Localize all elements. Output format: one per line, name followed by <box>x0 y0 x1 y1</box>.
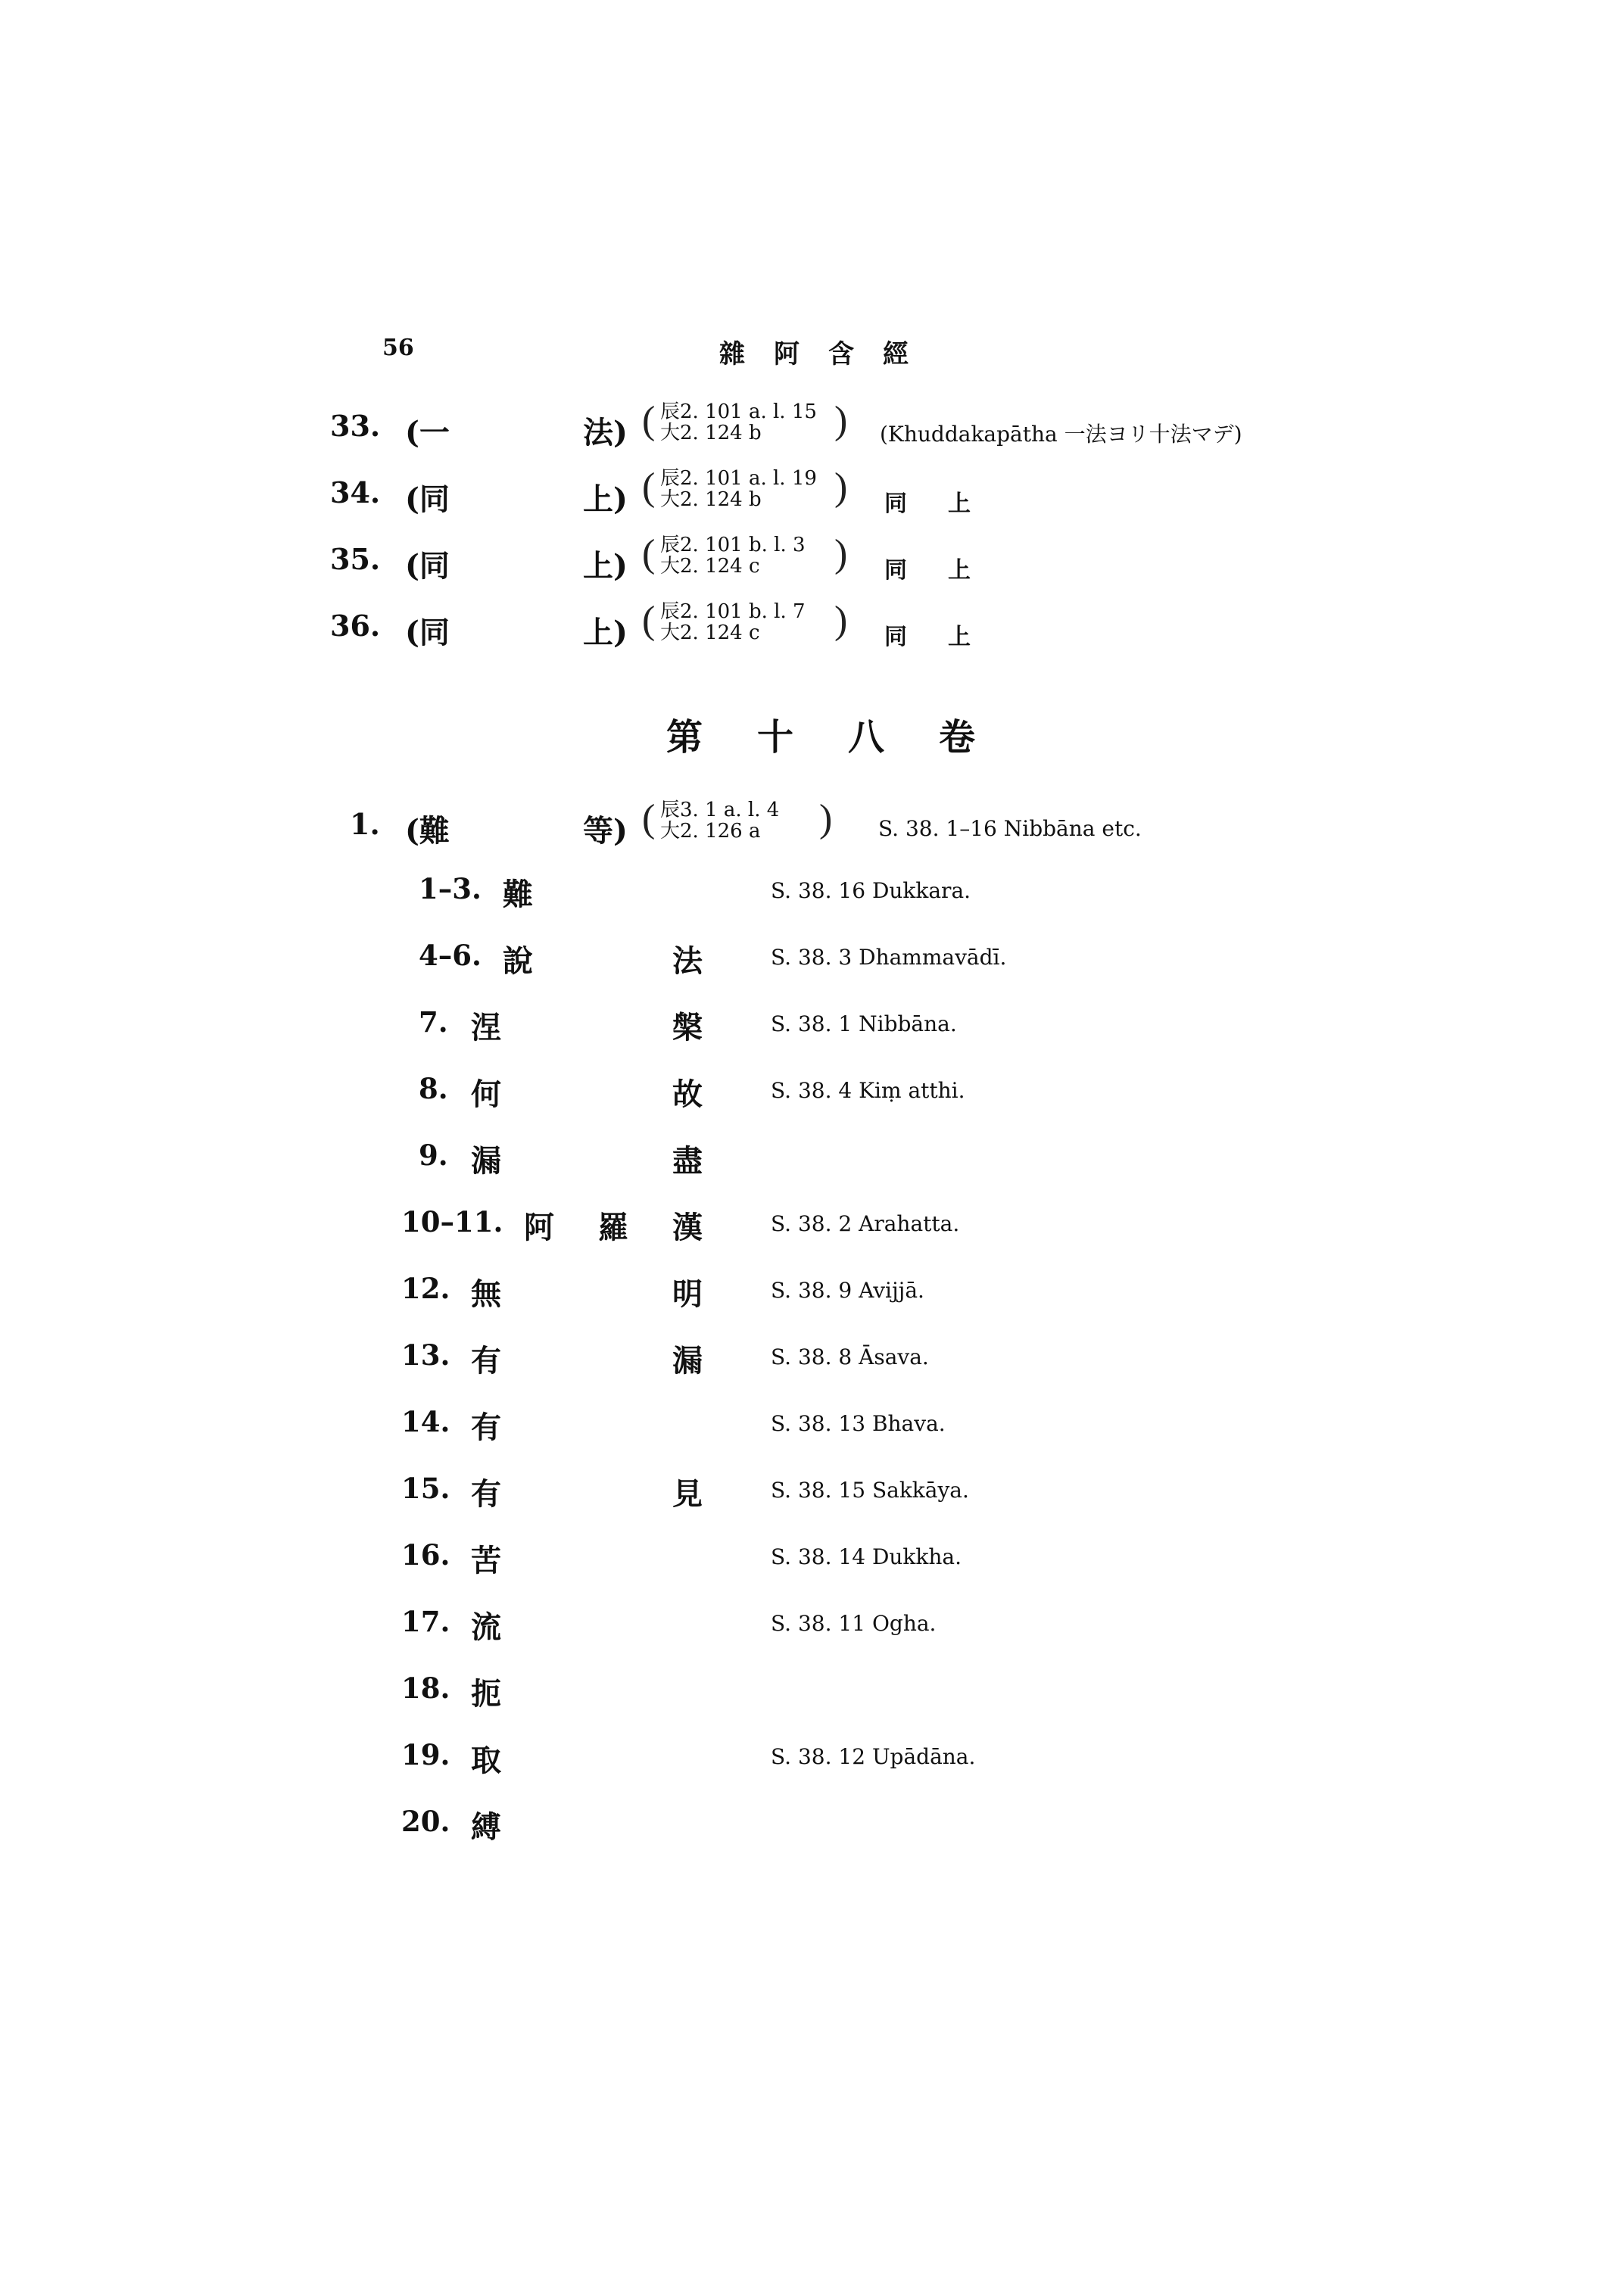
pali-reference: S. 38. 4 Kiṃ atthi. <box>771 1078 965 1103</box>
pali-reference: S. 38. 15 Sakkāya. <box>771 1478 969 1503</box>
reference-open-brace: ( <box>642 399 656 442</box>
entry-note: S. 38. 1–16 Nibbāna etc. <box>878 816 1142 841</box>
pali-reference: S. 38. 9 Avijjā. <box>771 1278 924 1303</box>
entry-opening-term: (一 <box>405 415 450 450</box>
pali-reference: S. 38. 16 Dukkara. <box>771 878 971 903</box>
entry-opening-term: (同 <box>405 548 450 584</box>
pali-reference: S. 38. 2 Arahatta. <box>771 1211 960 1236</box>
sub-entry-number: 19. <box>401 1738 450 1771</box>
pali-reference: S. 38. 8 Āsava. <box>771 1344 929 1369</box>
sub-entry-head: 阿 <box>524 1210 554 1245</box>
sub-entry-head: 苦 <box>471 1543 501 1578</box>
entry-note: 同上 <box>884 624 1011 650</box>
sub-entry-mid: 羅 <box>598 1210 628 1245</box>
reference-close-brace: ) <box>834 399 848 442</box>
sub-entry-number: 14. <box>401 1405 450 1438</box>
entry-number: 35. <box>330 542 381 576</box>
running-head-title: 雜阿含經 <box>719 339 937 369</box>
entry-closing-term: 上) <box>583 615 628 650</box>
sub-entry-tail: 法 <box>672 943 703 979</box>
sub-entry-head: 流 <box>471 1609 501 1645</box>
reference-open-brace: ( <box>642 599 656 642</box>
reference-line-1: 辰2. 101 a. l. 15 <box>660 400 817 423</box>
reference-line-1: 辰2. 101 a. l. 19 <box>660 467 817 490</box>
pali-reference: S. 38. 13 Bhava. <box>771 1411 946 1436</box>
entry-number: 34. <box>330 475 381 509</box>
sub-entry-number: 17. <box>401 1605 450 1638</box>
sub-entry-number: 20. <box>401 1805 450 1838</box>
sub-entry-head: 縛 <box>471 1809 501 1845</box>
reference-line-1: 辰2. 101 b. l. 3 <box>660 534 806 556</box>
sub-entry-tail: 漏 <box>672 1343 703 1379</box>
reference-line-1: 辰2. 101 b. l. 7 <box>660 600 806 623</box>
sub-entry-number: 10–11. <box>401 1205 503 1238</box>
reference-line-2: 大2. 124 c <box>660 555 760 578</box>
sub-entry-number: 9. <box>419 1139 448 1172</box>
sub-entry-head: 取 <box>471 1743 501 1778</box>
entry-opening-term: (同 <box>405 615 450 650</box>
entry-opening-term: (同 <box>405 481 450 517</box>
sub-entry-head: 扼 <box>471 1676 501 1712</box>
entry-note: 同上 <box>884 491 1011 517</box>
pali-reference: S. 38. 12 Upādāna. <box>771 1744 976 1769</box>
sub-entry-head: 有 <box>471 1476 501 1512</box>
sub-entry-head: 無 <box>471 1276 501 1312</box>
sub-entry-head: 難 <box>503 877 533 912</box>
page-number: 56 <box>382 335 414 361</box>
reference-open-brace: ( <box>642 466 656 509</box>
sub-entry-number: 7. <box>419 1005 448 1039</box>
sub-entry-number: 1–3. <box>419 872 482 905</box>
reference-close-brace: ) <box>834 466 848 509</box>
sub-entry-head: 說 <box>503 943 533 979</box>
pali-reference: S. 38. 11 Ogha. <box>771 1611 937 1636</box>
sub-entry-number: 18. <box>401 1671 450 1705</box>
entry-note: 同上 <box>884 557 1011 584</box>
reference-open-brace: ( <box>642 532 656 575</box>
sub-entry-number: 13. <box>401 1338 450 1372</box>
section-title: 第十八卷 <box>666 716 1030 759</box>
reference-close-brace: ) <box>834 599 848 642</box>
reference-close-brace: ) <box>834 532 848 575</box>
entry-number: 1. <box>350 807 380 841</box>
reference-open-brace: ( <box>642 797 656 840</box>
entry-closing-term: 等) <box>583 813 628 849</box>
reference-line-2: 大2. 124 b <box>660 422 762 444</box>
reference-line-2: 大2. 124 c <box>660 622 760 644</box>
entry-note: (Khuddakapātha 一法ヨリ十法マデ) <box>880 422 1242 447</box>
reference-line-2: 大2. 126 a <box>660 820 761 843</box>
pali-reference: S. 38. 14 Dukkha. <box>771 1544 962 1569</box>
entry-closing-term: 法) <box>583 415 628 450</box>
sub-entry-number: 12. <box>401 1272 450 1305</box>
reference-line-1: 辰3. 1 a. l. 4 <box>660 799 780 821</box>
entry-closing-term: 上) <box>583 548 628 584</box>
sub-entry-number: 4–6. <box>419 939 482 972</box>
entry-closing-term: 上) <box>583 481 628 517</box>
sub-entry-tail: 槃 <box>672 1010 703 1045</box>
sub-entry-tail: 漢 <box>672 1210 703 1245</box>
sub-entry-number: 8. <box>419 1072 448 1105</box>
sub-entry-number: 15. <box>401 1472 450 1505</box>
sub-entry-head: 有 <box>471 1410 501 1445</box>
sub-entry-tail: 故 <box>672 1076 703 1112</box>
entry-number: 33. <box>330 409 381 443</box>
entry-opening-term: (難 <box>405 813 450 849</box>
pali-reference: S. 38. 3 Dhammavādī. <box>771 945 1007 970</box>
pali-reference: S. 38. 1 Nibbāna. <box>771 1011 957 1036</box>
sub-entry-tail: 見 <box>672 1476 703 1512</box>
sub-entry-tail: 明 <box>672 1276 703 1312</box>
sub-entry-head: 漏 <box>471 1143 501 1179</box>
sub-entry-tail: 盡 <box>672 1143 703 1179</box>
reference-close-brace: ) <box>819 797 833 840</box>
entry-number: 36. <box>330 609 381 643</box>
sub-entry-head: 何 <box>471 1076 501 1112</box>
sub-entry-head: 有 <box>471 1343 501 1379</box>
sub-entry-number: 16. <box>401 1538 450 1572</box>
sub-entry-head: 涅 <box>471 1010 501 1045</box>
reference-line-2: 大2. 124 b <box>660 488 762 511</box>
